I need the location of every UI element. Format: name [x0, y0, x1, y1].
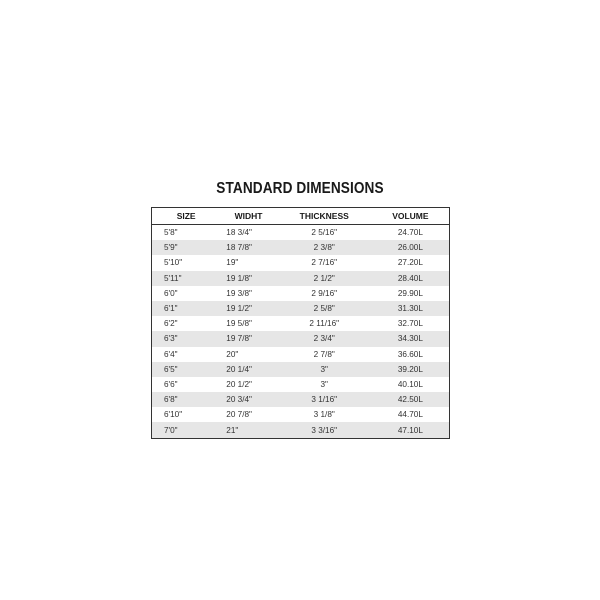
table-row [152, 240, 449, 255]
cell-volume: 39.20L [372, 362, 449, 377]
cell-thickness: 2 5/8" [277, 301, 372, 316]
cell-size: 6'10" [164, 410, 183, 420]
cell-thickness: 3" [277, 362, 372, 377]
cell-thickness: 3 3/16" [277, 422, 372, 437]
table-row [152, 362, 449, 377]
cell-volume: 31.30L [372, 301, 449, 316]
table-row [152, 316, 449, 331]
table-row [152, 271, 449, 286]
cell-width: 19 1/8" [220, 271, 276, 286]
cell-width: 20 3/4" [220, 392, 276, 407]
cell-volume: 44.70L [397, 410, 423, 420]
cell-thickness: 2 1/2" [277, 271, 372, 286]
cell-width: 19 1/2" [220, 301, 276, 316]
cell-size: 5'9" [152, 240, 220, 255]
table-row [152, 255, 449, 270]
cell-thickness: 2 5/16" [311, 228, 338, 238]
cell-width: 19" [226, 258, 239, 268]
table-row [152, 331, 449, 346]
cell-width: 19 7/8" [220, 331, 276, 346]
cell-size: 7'0" [152, 422, 220, 437]
cell-size: 5'8" [164, 228, 178, 238]
cell-thickness: 2 3/8" [277, 240, 372, 255]
header-width: WIDHT [220, 208, 276, 225]
cell-size: 6'5" [152, 362, 220, 377]
table-row [152, 301, 449, 316]
cell-size: 5'11" [152, 271, 220, 286]
cell-volume: 29.90L [397, 288, 423, 298]
table-row [152, 225, 449, 241]
dimensions-table [152, 208, 449, 438]
cell-width: 18 3/4" [226, 228, 252, 238]
cell-volume: 28.40L [372, 271, 449, 286]
cell-size: 6'6" [164, 379, 178, 389]
cell-volume: 32.70L [397, 319, 423, 329]
cell-width: 19 5/8" [226, 319, 252, 329]
cell-thickness: 2 3/4" [277, 331, 372, 346]
cell-width: 19 3/8" [226, 288, 252, 298]
table-row [152, 392, 449, 407]
table-row [152, 347, 449, 362]
cell-volume: 40.10L [397, 379, 423, 389]
cell-thickness: 2 7/8" [313, 349, 335, 359]
header-volume: VOLUME [372, 208, 449, 225]
cell-thickness: 2 7/16" [311, 258, 338, 268]
cell-volume: 26.00L [372, 240, 449, 255]
table-title: STANDARD DIMENSIONS [216, 180, 384, 197]
cell-volume: 42.50L [372, 392, 449, 407]
cell-size: 6'2" [164, 319, 178, 329]
cell-size: 5'10" [164, 258, 183, 268]
cell-width: 20 1/2" [226, 379, 252, 389]
cell-size: 6'3" [152, 331, 220, 346]
table-row [152, 407, 449, 422]
table-row [152, 422, 449, 437]
cell-volume: 27.20L [397, 258, 423, 268]
cell-width: 20 1/4" [220, 362, 276, 377]
cell-size: 6'4" [164, 349, 178, 359]
cell-width: 18 7/8" [220, 240, 276, 255]
header-size: SIZE [152, 208, 220, 225]
cell-thickness: 3" [320, 379, 328, 389]
cell-thickness: 3 1/8" [313, 410, 335, 420]
dimensions-table-container [151, 207, 450, 439]
cell-volume: 36.60L [397, 349, 423, 359]
table-header-row [152, 208, 449, 225]
cell-volume: 47.10L [372, 422, 449, 437]
cell-thickness: 2 11/16" [309, 319, 340, 329]
cell-size: 6'0" [164, 288, 178, 298]
cell-thickness: 2 9/16" [311, 288, 338, 298]
header-thickness: THICKNESS [277, 208, 372, 225]
cell-width: 20" [226, 349, 239, 359]
cell-volume: 34.30L [372, 331, 449, 346]
cell-size: 6'1" [152, 301, 220, 316]
cell-thickness: 3 1/16" [277, 392, 372, 407]
cell-width: 20 7/8" [226, 410, 252, 420]
table-row [152, 286, 449, 301]
cell-volume: 24.70L [397, 228, 423, 238]
table-row [152, 377, 449, 392]
cell-size: 6'8" [152, 392, 220, 407]
cell-width: 21" [220, 422, 276, 437]
table-body [152, 225, 449, 438]
